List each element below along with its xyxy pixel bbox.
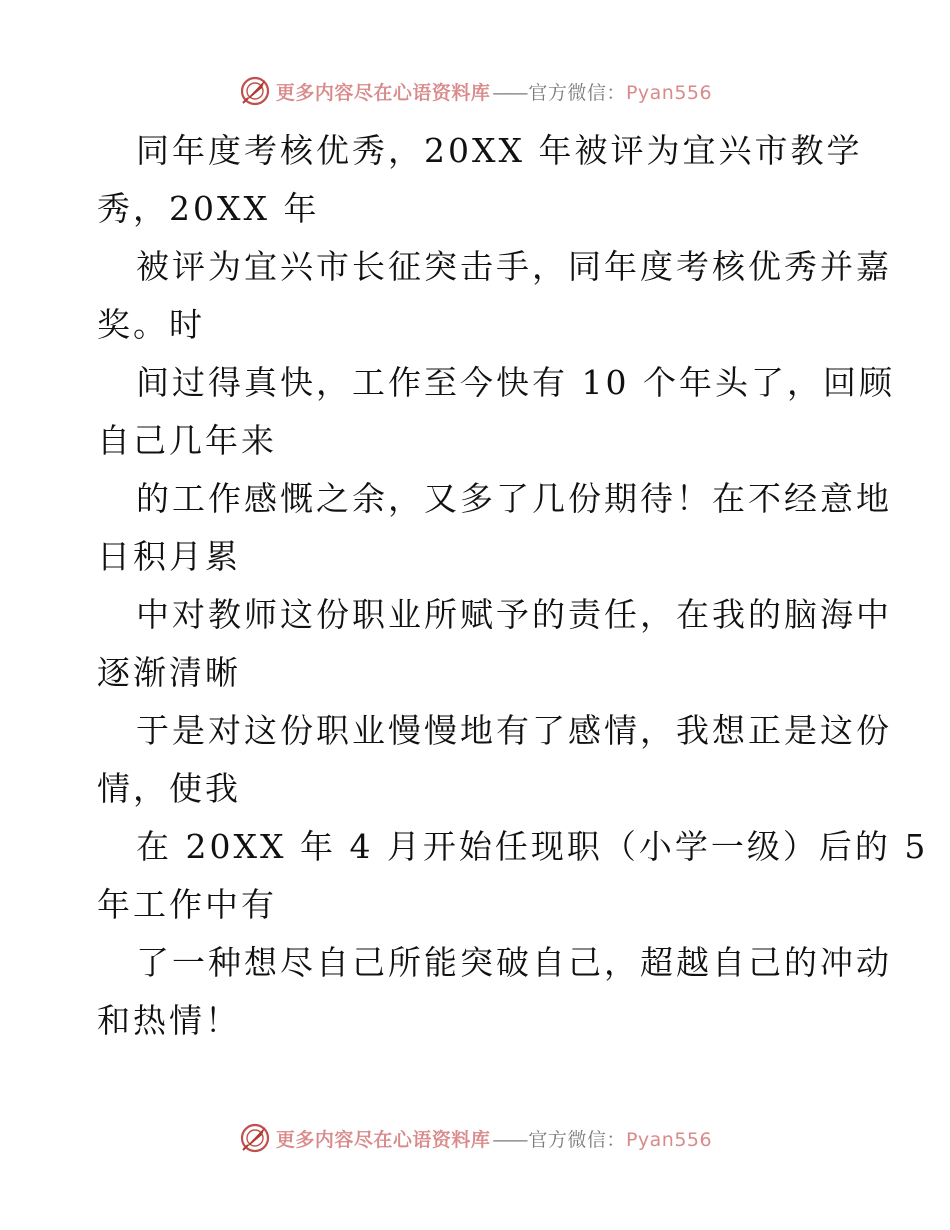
banner-text [276,1125,712,1152]
header-banner [0,71,950,111]
quill-pen-circle-icon [238,1121,272,1155]
text-line: 于是对这份职业慢慢地有了感情，我想正是这份 [136,711,892,750]
text-line: 年工作中有 [97,885,277,924]
banner-separator: —— [492,81,527,104]
banner-wechat-label: 官方微信： [528,1128,626,1151]
banner-separator: —— [492,1128,527,1151]
text-line: 在 20XX 年 4 月开始任现职（小学一级）后的 5 [136,827,929,866]
banner-site-name: 更多内容尽在心语资料库 [275,81,491,104]
text-line: 情，使我 [97,769,241,808]
text-line: 中对教师这份职业所赋予的责任，在我的脑海中 [136,595,892,634]
text-line: 秀，20XX 年 [97,189,320,228]
text-line: 奖。时 [97,305,205,344]
banner-text [276,78,712,105]
text-line: 同年度考核优秀，20XX 年被评为宜兴市教学 [136,131,863,170]
banner-wechat-label: 官方微信： [528,81,626,104]
quill-pen-circle-icon [238,74,272,108]
text-line: 自己几年来 [97,421,277,460]
text-line: 和热情！ [97,1001,241,1040]
text-line: 间过得真快，工作至今快有 10 个年头了，回顾 [136,363,895,402]
banner-wechat-id: Pyan556 [625,1128,713,1151]
footer-banner [0,1118,950,1158]
document-body [97,122,929,1050]
text-line: 被评为宜兴市长征突击手，同年度考核优秀并嘉 [136,247,892,286]
text-line: 的工作感慨之余，又多了几份期待！在不经意地 [136,479,892,518]
banner-site-name: 更多内容尽在心语资料库 [275,1128,491,1151]
text-line: 逐渐清晰 [97,653,241,692]
text-line: 了一种想尽自己所能突破自己，超越自己的冲动 [136,943,892,982]
banner-wechat-id: Pyan556 [625,81,713,104]
text-line: 日积月累 [97,537,241,576]
